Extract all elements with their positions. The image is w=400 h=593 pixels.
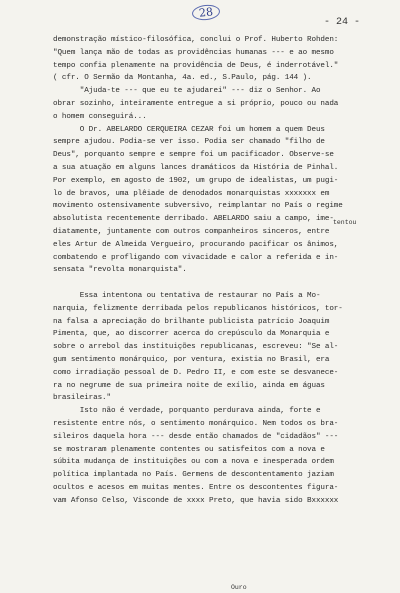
text-line: na falsa a apreciação do brilhante publicista patrício Joaquim	[53, 317, 330, 326]
text-line: se mostraram plenamente contentes ou satisfeitos com a nova e	[53, 445, 325, 454]
text-line: Essa intentona ou tentativa de restaurar no País a Mo-	[53, 291, 321, 300]
text-line: política implantada no País. Germens de descontentamento jaziam	[53, 471, 334, 480]
text-line: eles Artur de Almeida Vergueiro, procurando pacificar os ânimos,	[53, 240, 339, 249]
text-line: gum sentimento monárquico, por ventura, existia no Brasil, era	[53, 355, 330, 364]
text-line: o homem conseguirá...	[53, 112, 147, 121]
text-line: Por exemplo, em agosto de 1902, um grupo de idealistas, um pugi-	[53, 176, 339, 185]
text-line: diatamente, juntamente com outros companheiros sinceros, entre	[53, 227, 330, 236]
text-line: sempre ajudou. Podia-se ver isso. Podia ser chamado "filho de	[53, 138, 325, 147]
text-line: resistente entre nós, o sentimento monárquico. Nem todos os bra-	[53, 419, 339, 428]
text-line: brasileiras."	[53, 394, 111, 403]
text-line: narquia, felizmente derribada pelos republicanos históricos, tor-	[53, 304, 343, 313]
text-line: como irradiação pessoal de D. Pedro II, e com este se desvanece-	[53, 368, 339, 377]
text-line: "Ajuda-te --- que eu te ajudarei" --- diz o Senhor. Ao	[53, 87, 321, 96]
text-line: Isto não é verdade, porquanto perdurava ainda, forte e	[53, 407, 321, 416]
text-line: vam Afonso Celso, Visconde de xxxx Preto, que havia sido Bxxxxxx	[53, 496, 339, 505]
text-line: lo de bravos, uma plêiade de denodados monarquistas xxxxxxx em	[53, 189, 330, 198]
text-line: obrar sozinho, inteiramente entregue a si próprio, pouco ou nada	[53, 99, 339, 108]
text-line: demonstração místico-filosófica, conclui o Prof. Huberto Rohden:	[53, 36, 339, 44]
text-line: Pimenta, que, ao discorrer acerca do crepúsculo da Monarquia e	[53, 330, 330, 339]
text-line: ocultos e acesos em muitas mentes. Entre os descontentes figura-	[53, 483, 339, 492]
text-line: sobre o arrebol das instituições republicanas, escreveu: "Se al-	[53, 343, 339, 352]
paragraph-gap	[53, 277, 390, 290]
body-text	[53, 34, 390, 507]
text-line: Deus", porquanto sempre e sempre foi um pacificador. Observe-se	[53, 151, 334, 160]
text-line: súbita mudança de instituições ou com a nova e inesperada ordem	[53, 458, 334, 467]
text-line: "Quem lança mão de todas as providências humanas --- e ao mesmo	[53, 48, 334, 57]
handwritten-page-number: 28	[191, 4, 220, 22]
text-line: movimento ostensivamente subversivo, reimplantar no País o regime	[53, 202, 343, 211]
text-line: absolutista recentemente derribado. ABELARDO saiu a campo, ime-	[53, 215, 334, 224]
text-line: O Dr. ABELARDO CERQUEIRA CEZAR foi um homem a quem Deus	[53, 125, 325, 134]
page-number: - 24 -	[323, 17, 360, 28]
text-line: sileiros daquela hora --- desde então chamados de "cidadãos" ---	[53, 432, 339, 441]
text-line: a sua atuação em alguns lances dramáticos da História de Pinhal.	[53, 163, 339, 172]
text-line: sensata "revolta monarquista".	[53, 266, 187, 275]
interlinear-correction: tentou	[333, 219, 357, 226]
text-line: ( cfr. O Sermão da Montanha, 4a. ed., S.Paulo, pág. 144 ).	[53, 74, 312, 83]
text-line: ra no negrume de sua primeira noite de exílio, ainda em águas	[53, 381, 325, 390]
interlinear-correction-2: Ouro	[231, 584, 247, 591]
text-line: tempo confia plenamente na providência de Deus, é inderrotável."	[53, 61, 339, 70]
text-line: combatendo e profligando com vivacidade e calor a referida e in-	[53, 253, 339, 262]
